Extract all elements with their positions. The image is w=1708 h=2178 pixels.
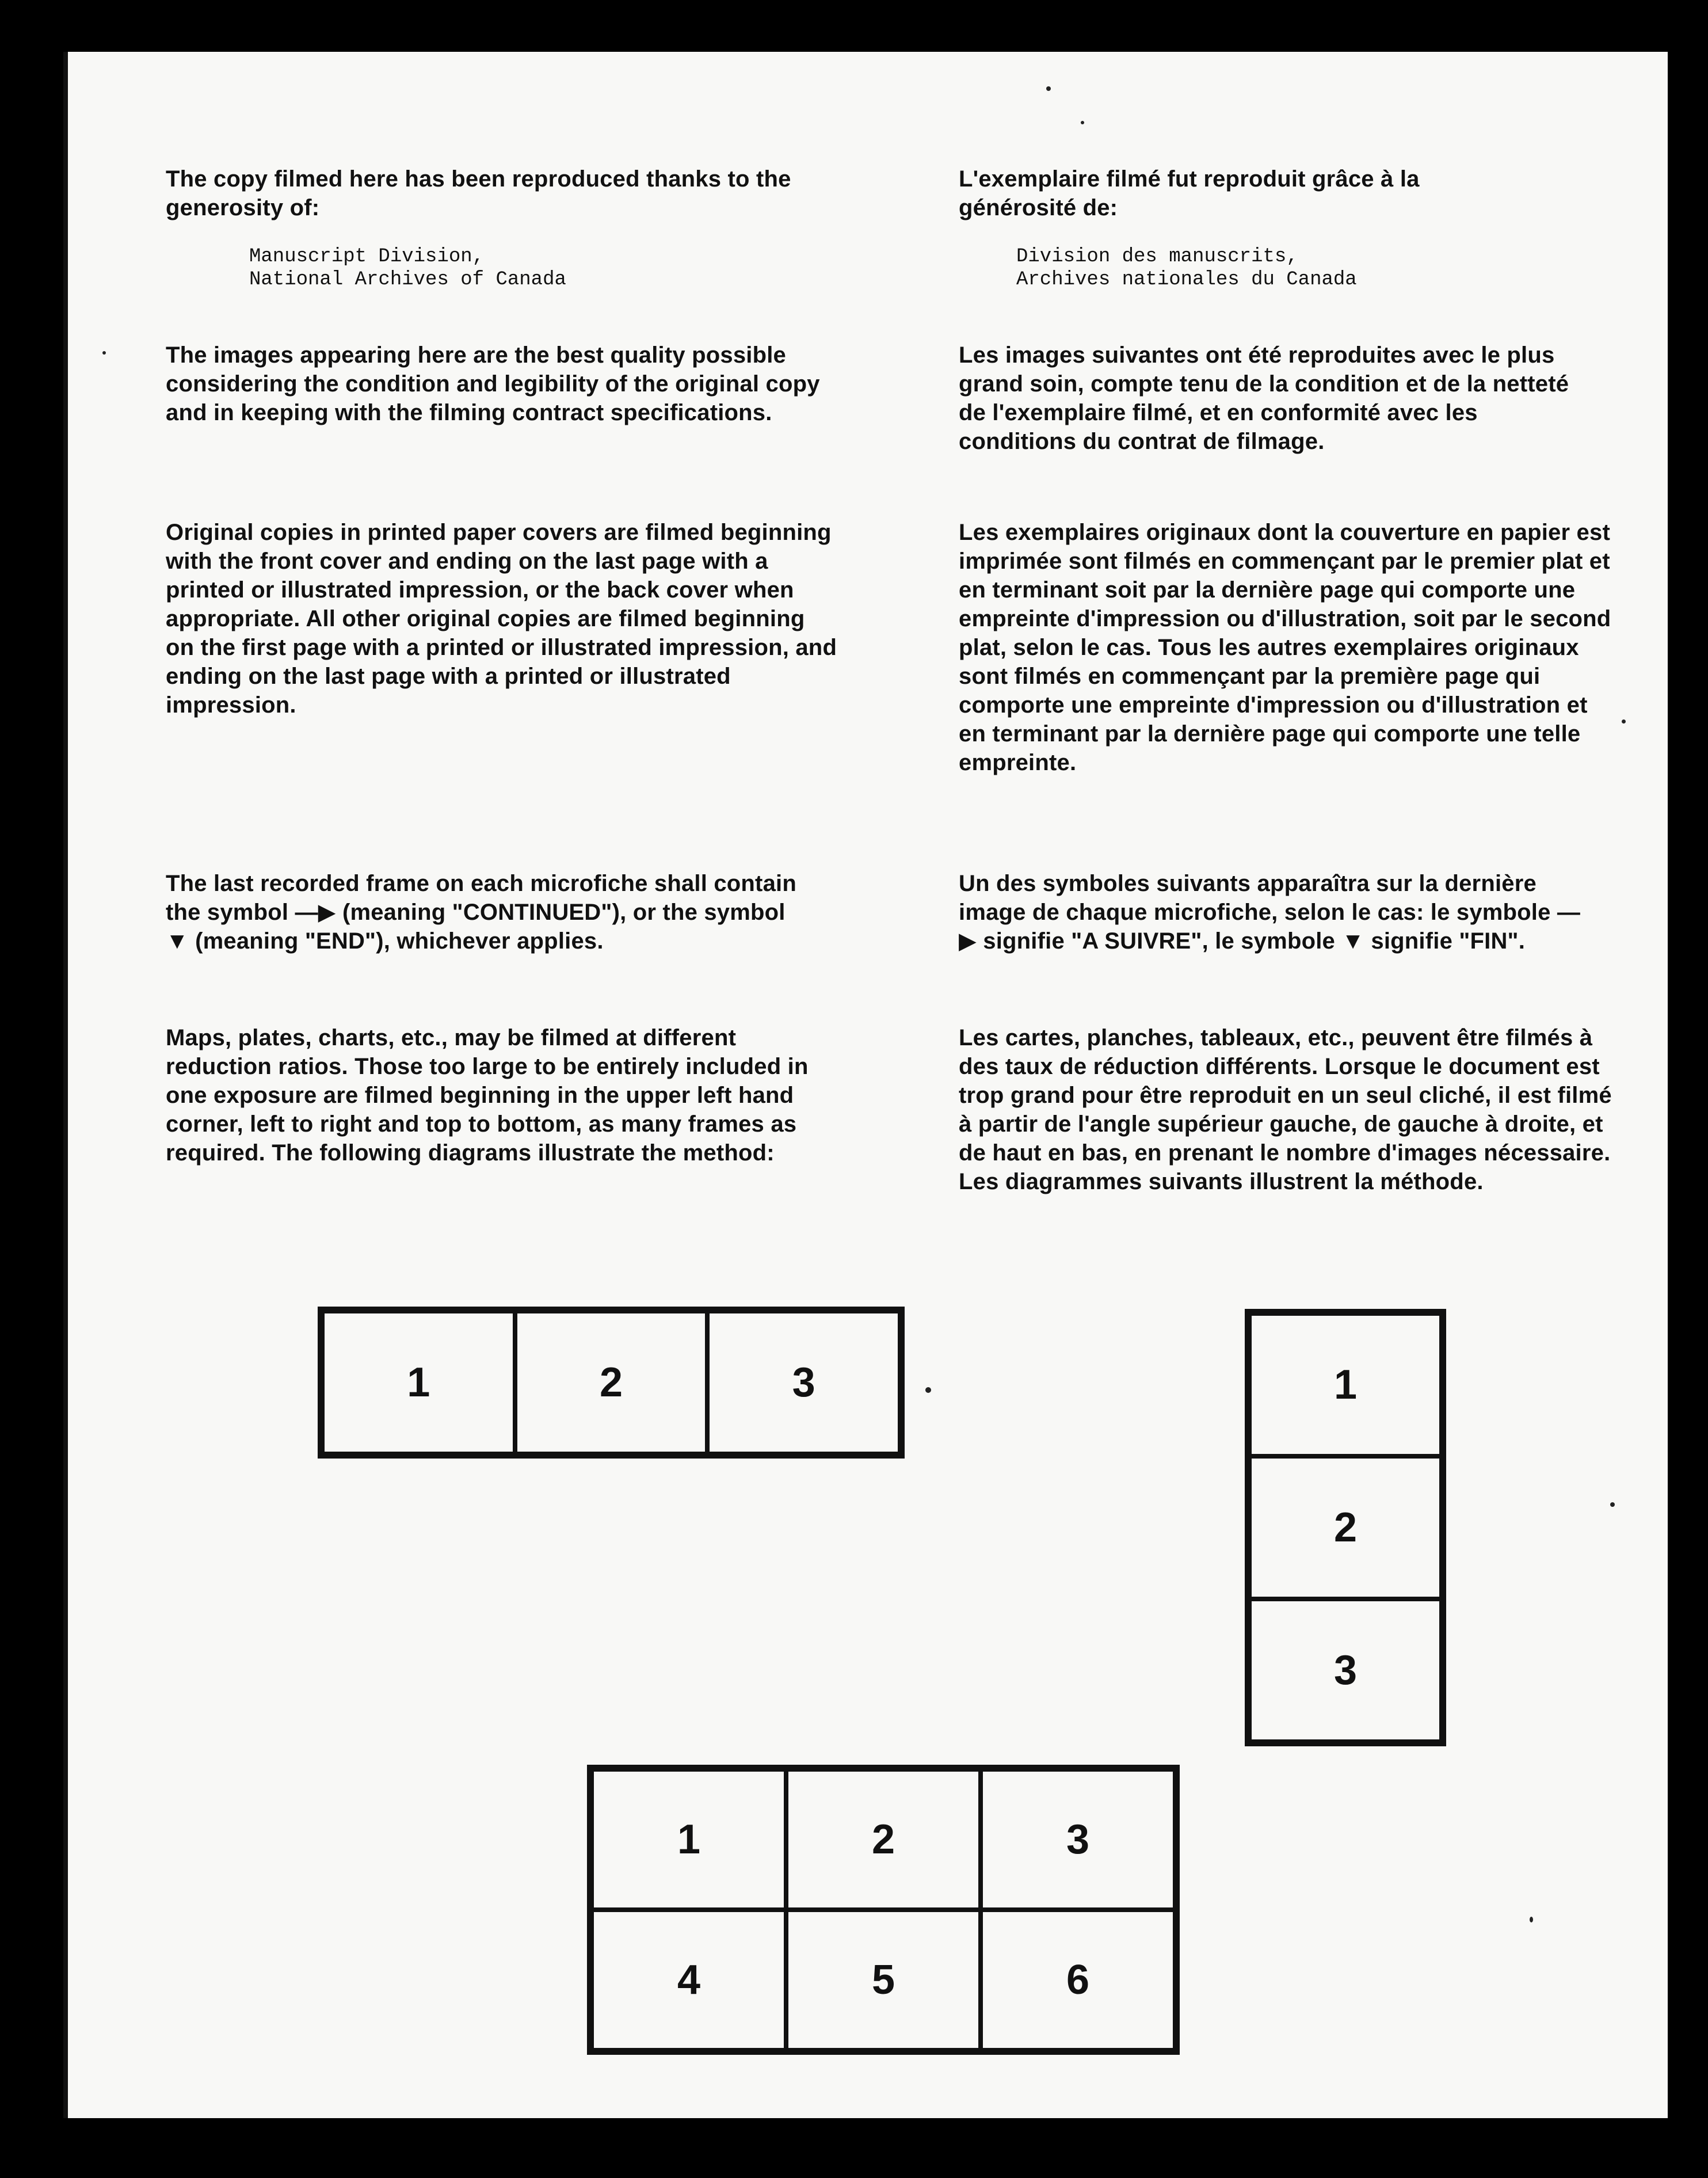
frame-cell: 3: [707, 1311, 900, 1454]
continued-arrow-icon: —▶: [295, 900, 336, 925]
film-speck: [102, 351, 106, 355]
french-symbols-paragraph: [959, 869, 1586, 955]
film-speck: [1081, 121, 1084, 124]
frame-cell: 4: [592, 1910, 786, 2050]
frame-cell: 1: [592, 1769, 786, 1910]
suivre-arrow-icon: —▶: [959, 900, 1581, 954]
frame-cell: 5: [786, 1910, 981, 2050]
english-maps-paragraph: Maps, plates, charts, etc., may be filmed at different reduction ratios. Those too large to be entirely included in one exposure are filmed beginning in the upper left hand corner, left to right and top to bottom, as many frames as required. The following diagrams illustrate the method:: [166, 1025, 809, 1166]
french-source-line-1: Division des manuscrits,: [1016, 246, 1298, 268]
french-symbols-text-b: signifie "A SUIVRE", le symbole: [976, 928, 1342, 954]
english-symbols-text-a: The last recorded frame on each microfiche shall contain the symbol: [166, 871, 796, 925]
frame-cell: 1: [1249, 1313, 1442, 1456]
vertical-frame-diagram: [1245, 1309, 1446, 1746]
english-symbols-text-b: (meaning "CONTINUED"), or the symbol: [336, 900, 786, 925]
frame-cell: 2: [1249, 1456, 1442, 1599]
english-source-line-2: National Archives of Canada: [249, 269, 566, 291]
french-acknowledgement: L'exemplaire filmé fut reproduit grâce à la générosité de:: [959, 166, 1420, 220]
english-originals-paragraph: Original copies in printed paper covers are filmed beginning with the front cover and ending on the last page with a printed or illustrated impression, or the back cover when appropriate. All other original copies are filmed beginning on the first page with a printed or illustrated impression, and ending on the last page with a printed or illustrated impression.: [166, 520, 837, 718]
film-speck: [1530, 1917, 1533, 1922]
microfiche-target-page: [63, 52, 1668, 2118]
english-symbols-paragraph: [166, 869, 810, 955]
french-symbols-text-a: Un des symboles suivants apparaîtra sur la dernière image de chaque microfiche, selon le cas: le symbole: [959, 871, 1557, 925]
frame-cell: 6: [981, 1910, 1175, 2050]
horizontal-frame-diagram: [318, 1307, 905, 1459]
english-symbols-text-c: (meaning "END"), whichever applies.: [188, 928, 604, 954]
film-speck: [1610, 1502, 1615, 1507]
english-source-line-1: Manuscript Division,: [249, 246, 485, 268]
frame-cell: 2: [515, 1311, 708, 1454]
frame-cell: 3: [981, 1769, 1175, 1910]
english-quality-paragraph: The images appearing here are the best quality possible considering the condition and legibility of the original copy and in keeping with the filming contract specifications.: [166, 342, 820, 425]
french-originals-paragraph: Les exemplaires originaux dont la couverture en papier est imprimée sont filmés en commençant par le premier plat et en terminant soit par la dernière page qui comporte une empreinte d'impression ou d'illustration, soit par le second plat, selon le cas. Tous les autres exemplaires originaux sont filmés en commençant par la première page qui comporte une empreinte d'impression ou d'illustration et en terminant par la dernière page qui comporte une telle empreinte.: [959, 520, 1611, 775]
frame-cell: 2: [786, 1769, 981, 1910]
french-source: [1016, 245, 1357, 291]
english-source: [249, 245, 566, 291]
frame-cell: 3: [1249, 1599, 1442, 1742]
film-speck: [1622, 719, 1626, 724]
french-quality-paragraph: Les images suivantes ont été reproduites avec le plus grand soin, compte tenu de la condition et de la netteté de l'exemplaire filmé, et en conformité avec les conditions du contrat de filmage.: [959, 342, 1569, 454]
french-maps-paragraph: Les cartes, planches, tableaux, etc., peuvent être filmés à des taux de réduction différents. Lorsque le document est trop grand pour être reproduit en un seul cliché, il est filmé à partir de l'angle supérieur gauche, de gauche à droite, et de haut en bas, en prenant le nombre d'images nécessaire. Les diagrammes suivants illustrent la méthode.: [959, 1025, 1612, 1194]
film-speck: [1046, 86, 1051, 91]
grid-frame-diagram: [587, 1765, 1180, 2055]
film-speck: [925, 1387, 931, 1393]
french-source-line-2: Archives nationales du Canada: [1016, 269, 1357, 291]
fin-triangle-icon: ▼: [1341, 928, 1365, 954]
french-symbols-text-c: signifie "FIN".: [1364, 928, 1526, 954]
english-acknowledgement: The copy filmed here has been reproduced thanks to the generosity of:: [166, 166, 791, 220]
frame-cell: 1: [322, 1311, 515, 1454]
end-triangle-icon: ▼: [166, 928, 189, 954]
